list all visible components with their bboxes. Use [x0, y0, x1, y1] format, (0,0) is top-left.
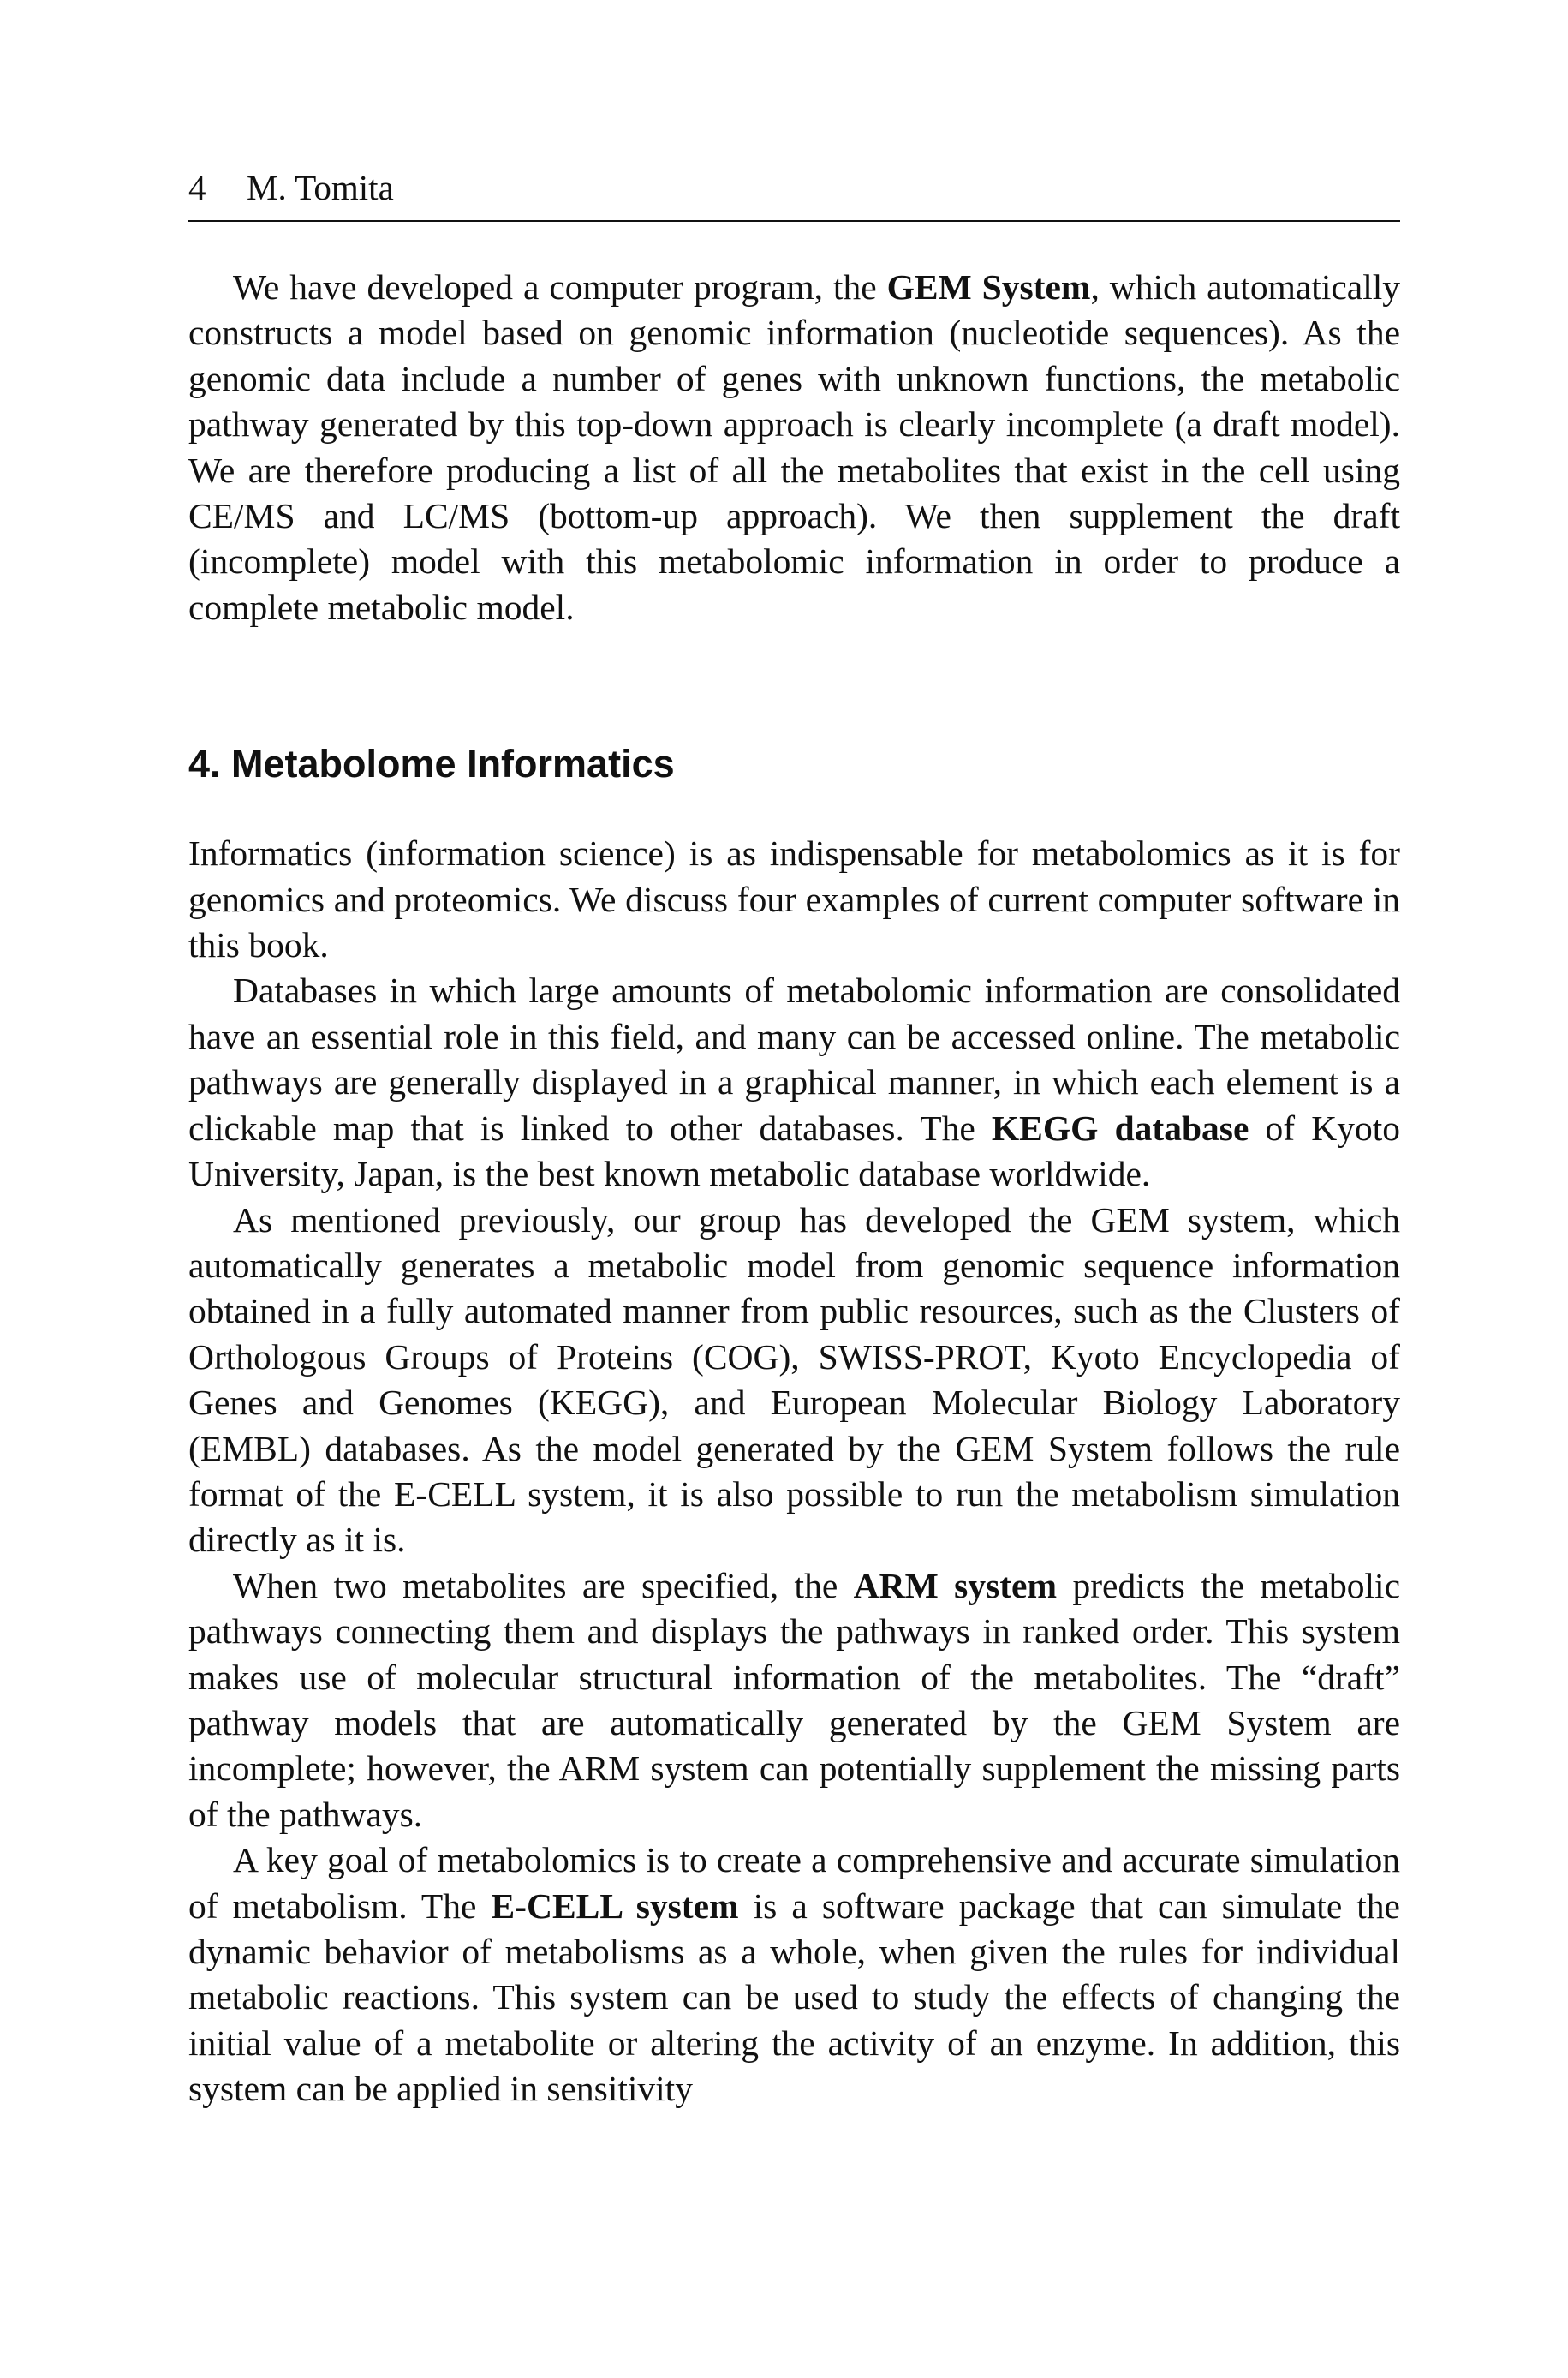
term-arm-system: ARM system [853, 1565, 1058, 1605]
paragraph-informatics: Informatics (information science) is as indispensable for metabolomics as it is for genomics and proteomics. We discuss four examples of current computer software in this book. [188, 833, 1400, 965]
term-gem-system: GEM System [886, 267, 1091, 307]
paragraph-ecell-text-a: A key goal of metabolomics is to create a comprehensive and accurate simulation of metabolism. The [188, 1840, 1400, 1926]
page-number: 4 [188, 168, 206, 207]
paragraph-gem-system [188, 265, 1400, 630]
running-head [188, 167, 1400, 222]
author-name: M. Tomita [247, 168, 394, 207]
paragraph-ecell-system [188, 1837, 1400, 2112]
paragraph-arm-system [188, 1563, 1400, 1837]
paragraph-arm-text-c: predicts the metabolic pathways connecting them and displays the pathways in ranked order. This system makes use of molecular structural information of the metabolites. The “draft” pathway models that are automatically generated by the GEM System are incomplete; however, the ARM system can potentially supplement the missing parts of the pathways. [188, 1565, 1400, 1834]
paragraph-arm-text-a: When two metabolites are specified, the [233, 1565, 854, 1605]
paragraph-databases-text-c: of Kyoto University, Japan, is the best known metabolic database worldwide. [188, 1108, 1401, 1194]
paragraph-gem-text-a: We have developed a computer program, the [233, 267, 887, 307]
term-kegg-database: KEGG database [991, 1108, 1249, 1148]
paragraph-ecell-text-c: is a software package that can simulate the dynamic behavior of metabolisms as a whole, when given the rules for individual metabolic reactions. This system can be used to study the effects of changing the initial value of a metabolite or altering the activity of an enzyme. In addition, this system can be applied in sensitivity [188, 1885, 1400, 2109]
paragraph-gem-public-resources: As mentioned previously, our group has developed the GEM system, which automatically generates a metabolic model from genomic sequence information obtained in a fully automated manner from public resources, such as the Clusters of Orthologous Groups of Proteins (COG), SWISS-PROT, Kyoto Encyclopedia of Genes and Genomes (KEGG), and European Molecular Biology Laboratory (EMBL) databases. As the model generated by the GEM System follows the rule format of the E-CELL system, it is also possible to run the metabolism simulation directly as it is. [188, 1199, 1400, 1560]
section-heading: 4. Metabolome Informatics [188, 742, 675, 786]
paragraph-databases [188, 968, 1400, 1197]
page [188, 167, 1400, 2112]
paragraph-databases-text-a: Databases in which large amounts of metabolomic information are consolidated have an essential role in this field, and many can be accessed online. The metabolic pathways are generally displayed in a graphical manner, in which each element is a clickable map that is linked to other databases. The [188, 971, 1400, 1148]
term-ecell-system: E-CELL system [491, 1885, 739, 1926]
paragraph-gem-text-c: , which automatically constructs a model based on genomic information (nucleotide sequences). As the genomic data include a number of genes with unknown functions, the metabolic pathway generated by this top-down approach is clearly incomplete (a draft model). We are therefore producing a list of all the metabolites that exist in the cell using CE/MS and LC/MS (bottom-up approach). We then supplement the draft (incomplete) model with this metabolomic information in order to produce a complete metabolic model. [188, 267, 1401, 627]
